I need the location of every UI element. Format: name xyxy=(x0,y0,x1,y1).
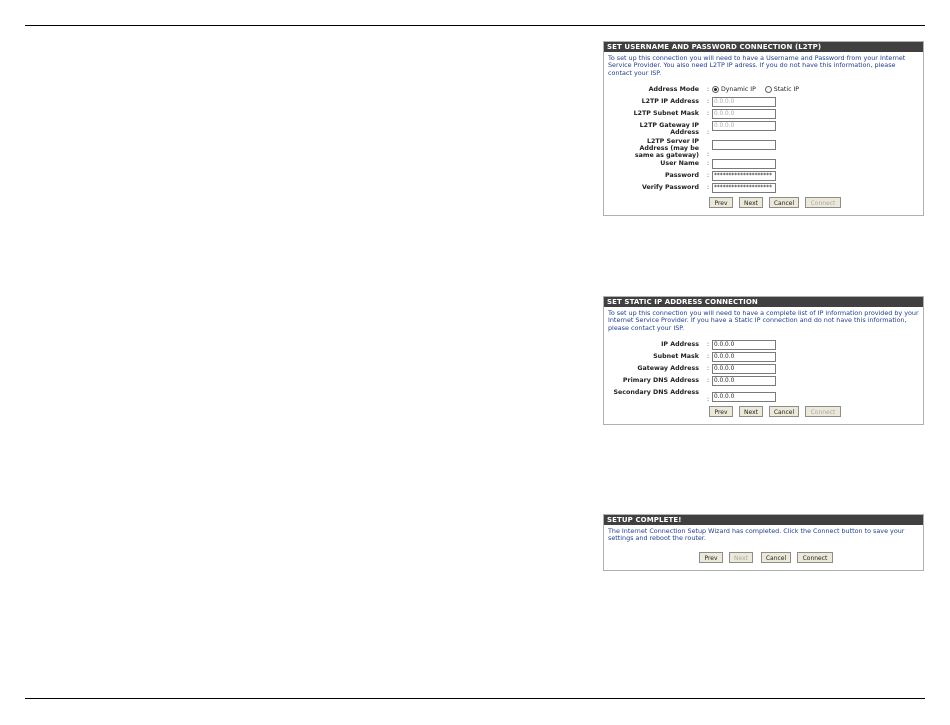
l2tp-ip-label: L2TP IP Address xyxy=(641,98,699,106)
password-input[interactable]: ******************** xyxy=(712,171,776,181)
subnet-mask-label: Subnet Mask xyxy=(653,353,699,361)
next-button[interactable]: Next xyxy=(739,406,763,417)
l2tp-server-row: L2TP Server IP Address (may be same as gateway) : xyxy=(608,137,919,159)
cancel-button[interactable]: Cancel xyxy=(769,197,799,208)
button-row xyxy=(608,406,919,420)
panel-header: SET USERNAME AND PASSWORD CONNECTION (L2TP) xyxy=(604,42,923,52)
l2tp-panel xyxy=(603,41,924,216)
connect-button[interactable]: Connect xyxy=(805,197,841,208)
verify-password-row: Verify Password : ******************** xyxy=(608,183,919,195)
static-ip-label: Static IP xyxy=(773,86,799,94)
primary-dns-row: Primary DNS Address : 0.0.0.0 xyxy=(608,376,919,388)
setup-complete-panel xyxy=(603,514,924,571)
address-mode-row: Address Mode : Dynamic IP Static IP xyxy=(608,85,919,97)
password-row: Password : ******************** xyxy=(608,171,919,183)
address-mode-label: Address Mode xyxy=(648,86,699,94)
gateway-address-input[interactable]: 0.0.0.0 xyxy=(712,364,776,374)
gateway-address-label: Gateway Address xyxy=(637,365,699,373)
connect-button[interactable]: Connect xyxy=(805,406,841,417)
primary-dns-input[interactable]: 0.0.0.0 xyxy=(712,376,776,386)
next-button[interactable]: Next xyxy=(739,197,763,208)
connect-button[interactable]: Connect xyxy=(797,552,833,563)
panel-header: SETUP COMPLETE! xyxy=(604,515,923,525)
secondary-dns-input[interactable]: 0.0.0.0 xyxy=(712,392,776,402)
button-row xyxy=(608,197,919,211)
button-row xyxy=(608,552,919,566)
panel-description: To set up this connection you will need to have a complete list of IP information provided by your Internet Service Provider. If you have a Static IP connection and do not have this information, please contact your ISP. xyxy=(608,309,919,332)
l2tp-gateway-label: L2TP Gateway IP Address xyxy=(639,122,699,137)
cancel-button[interactable]: Cancel xyxy=(761,552,791,563)
prev-button[interactable]: Prev xyxy=(699,552,723,563)
secondary-dns-label: Secondary DNS Address xyxy=(613,389,699,397)
panel-header: SET STATIC IP ADDRESS CONNECTION xyxy=(604,297,923,307)
secondary-dns-row: Secondary DNS Address : 0.0.0.0 xyxy=(608,388,919,404)
l2tp-gateway-input[interactable]: 0.0.0.0 xyxy=(712,121,776,131)
password-label: Password xyxy=(665,172,699,180)
ip-address-row: IP Address : 0.0.0.0 xyxy=(608,340,919,352)
ip-address-label: IP Address xyxy=(661,341,699,349)
cancel-button[interactable]: Cancel xyxy=(769,406,799,417)
l2tp-gateway-row: L2TP Gateway IP Address : 0.0.0.0 xyxy=(608,121,919,137)
l2tp-subnet-input[interactable]: 0.0.0.0 xyxy=(712,109,776,119)
next-button[interactable]: Next xyxy=(729,552,753,563)
dynamic-ip-label: Dynamic IP xyxy=(721,86,756,94)
verify-password-label: Verify Password xyxy=(641,184,699,192)
dynamic-ip-radio[interactable] xyxy=(712,86,719,93)
gateway-address-row: Gateway Address : 0.0.0.0 xyxy=(608,364,919,376)
ip-address-input[interactable]: 0.0.0.0 xyxy=(712,340,776,350)
panel-description: To set up this connection you will need to have a Username and Password from your Internet Service Provider. You also need L2TP IP adress. If you do not have this information, please contact your ISP. xyxy=(608,54,906,77)
l2tp-server-label: L2TP Server IP Address (may be same as gateway) xyxy=(634,138,699,160)
subnet-mask-row: Subnet Mask : 0.0.0.0 xyxy=(608,352,919,364)
user-name-input[interactable] xyxy=(712,159,776,169)
top-rule xyxy=(25,25,925,26)
prev-button[interactable]: Prev xyxy=(709,197,733,208)
l2tp-subnet-label: L2TP Subnet Mask xyxy=(633,110,699,118)
static-ip-radio[interactable] xyxy=(765,86,772,93)
static-ip-panel xyxy=(603,296,924,425)
primary-dns-label: Primary DNS Address xyxy=(622,377,699,385)
l2tp-server-input[interactable] xyxy=(712,140,776,150)
subnet-mask-input[interactable]: 0.0.0.0 xyxy=(712,352,776,362)
l2tp-subnet-row: L2TP Subnet Mask : 0.0.0.0 xyxy=(608,109,919,121)
l2tp-ip-input[interactable]: 0.0.0.0 xyxy=(712,97,776,107)
verify-password-input[interactable]: ******************** xyxy=(712,183,776,193)
bottom-rule xyxy=(25,698,925,699)
user-name-label: User Name xyxy=(660,160,699,168)
prev-button[interactable]: Prev xyxy=(709,406,733,417)
l2tp-ip-row: L2TP IP Address : 0.0.0.0 xyxy=(608,97,919,109)
panel-description: The Internet Connection Setup Wizard has completed. Click the Connect button to save your settings and reboot the router. xyxy=(608,527,905,543)
address-mode-radio-group xyxy=(712,86,806,94)
user-name-row: User Name : xyxy=(608,159,919,171)
